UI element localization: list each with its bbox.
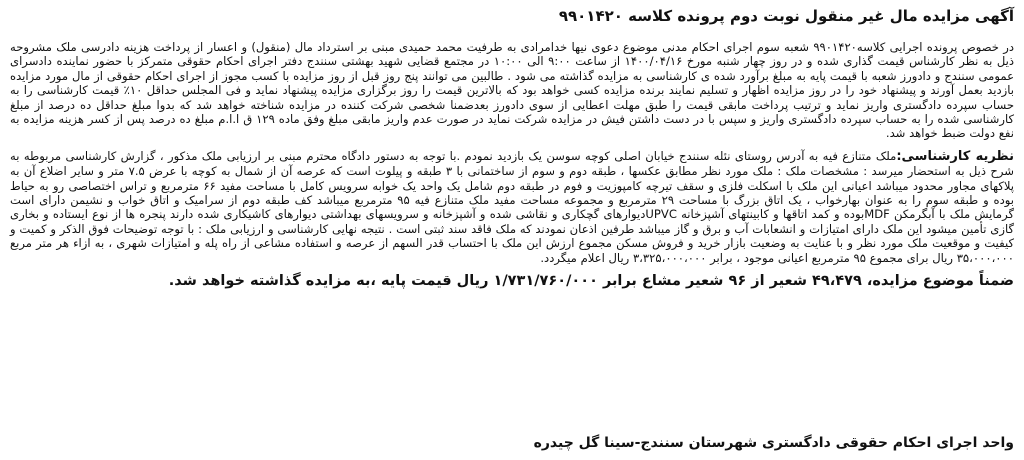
expert-opinion-paragraph — [10, 149, 1014, 265]
expert-opinion-text: ملک متنازع فیه به آدرس روستای نئله سنندج خیابان اصلی کوچه سوسن یک بازدید نمودم .با توجه به دستور دادگاه محترم مبنی بر ارزیابی ملک مذکور ، گزارش کارشناسی مربوطه به شرح ذیل به استحضار میرسد : مشخصات ملک : ملک مورد نظر مطابق عکسها ، طبقه دوم و سوم از ساختمانی با ۳ طبقه و پیلوت است که عرصه آن از شمال به کوچه با عرض ۷.۵ متر و سایر اضلاع آن به پلاکهای مجاور محدود میباشد اعیانی این ملک با اسکلت فلزی و سقف تیرچه کامپوزیت و فوم در طبقه دوم شامل یک واحد یک خوابه سرویس کامل با مساحت مفید ۶۶ مترمربع و تراس اختصاصی رو به حیاط بوده و طبقه سوم را به عنوان بهارخواب ، یک اتاق بزرگ با مساحت ۲۹ مترمربع و مجموعه مساحت مفید ملک متنازع فیه ۹۵ مترمربع میباشد کف طبقه دوم از سرامیک و اتاق خواب و نشیمن دارای است گرمایش ملک با آبگرمکن MDFبوده و کمد اتاقها و کابینتهای آشپزخانه UPVCدیوارهای گچکاری و نقاشی شده و آشپزخانه و سرویسهای بهداشتی دیوارهای کاشیکاری شده دارند پنجره ها از نوع ایستاده و بخاری گازی تأمین میشود این ملک دارای امتیازات و انشعابات آب و برق و گاز میباشد طرفین اذعان نمودند که ملک فاقد سند ثبتی است . نتیجه نهایی کارشناسی و ارزیابی ملک : با توجه توضیحات فوق الذکر و کمیت و کیفیت و موقعیت ملک مورد نظر و با عنایت به وضعیت بازار خرید و فروش مسکن مجموع ارزش این ملک با احتساب قدر السهم از عرصه و استفاده مشاعی از راه پله و امتیازات شهری ، به ازاء هر متر مربع ۳۵،۰۰۰،۰۰۰ ریال برای مجموع ۹۵ مترمربع اعیانی موجود ، برابر ۳،۳۲۵،۰۰۰،۰۰۰ ریال اعلام میگردد. — [10, 148, 1015, 265]
issuing-unit-signature: واحد اجرای احکام حقوقی دادگستری شهرستان سنندج-سینا گل چیدره — [533, 435, 1014, 451]
auction-subject-note: ضمناً موضوع مزایده، ۴۹،۴۷۹ شعیر از ۹۶ شعیر مشاع برابر ۱/۷۳۱/۷۶۰/۰۰۰ ریال قیمت پایه ،به مزایده گذاشته خواهد شد. — [168, 273, 1014, 290]
expert-opinion-label: نظریه کارشناسی: — [896, 148, 1014, 164]
intro-paragraph: در خصوص پرونده اجرایی کلاسه۹۹۰۱۴۲۰ شعبه سوم اجرای احکام مدنی موضوع دعوی نیها خدامرادی به طرفیت محمد حمیدی مبنی بر استرداد مال (منقول) و اعسار از پرداخت هزینه دادرسی ملک مشروحه ذیل به نظر کارشناس قیمت گذاری شده و در روز چهار شنبه مورخ ۱۴۰۰/۰۴/۱۶ از ساعت ۹:۰۰ الی ۱۰:۰۰ در مجتمع قضایی شهید بهشتی سنندج دفتر اجرای احکام حقوقی متمرکز با حضور نماینده دادسرای عمومی سنندج و دادورز شعبه با قیمت پایه به مبلغ برآورد شده ی کارشناسی به مزایده گذاشته می شود . طالبین می توانند پنج روز قبل از روز مزایده با کسب مجوز از اجرای احکام حقوقی از مال مورد مزایده بازدید بعمل آورند و پیشنهاد خود را در روز مزایده اظهار و تسلیم نمایند برنده مزایده کسی خواهد بود که بالاترین قیمت را روز برگزاری مزایده پیشنهاد نماید و فی المجلس حداقل ۱۰٪ قیمت کارشناسی را به حساب سپرده دادگستری واریز نماید و ترتیب پرداخت مابقی قیمت را طبق مهلت اعطایی از سوی دادورز بعدضمنا شخصی شرکت کننده در مزایده شناخته خواهد شد که بدوا مبلغ حداقل ده درصد از مبلغ کارشناسی شده را به حساب سپرده دادگستری واریز و سپس با در دست داشتن فیش در مزایده شرکت نماید در صورت عدم واریز مابقی مبلغ وفق ماده ۱۲۹ ق ا.ا.م مبلغ ده درصد پس از کسر هزینه مزایده به نفع دولت ضبط خواهد شد. — [10, 40, 1014, 141]
notice-title: آگهی مزایده مال غیر منقول نوبت دوم پرونده کلاسه ۹۹۰۱۴۲۰ — [558, 7, 1014, 25]
